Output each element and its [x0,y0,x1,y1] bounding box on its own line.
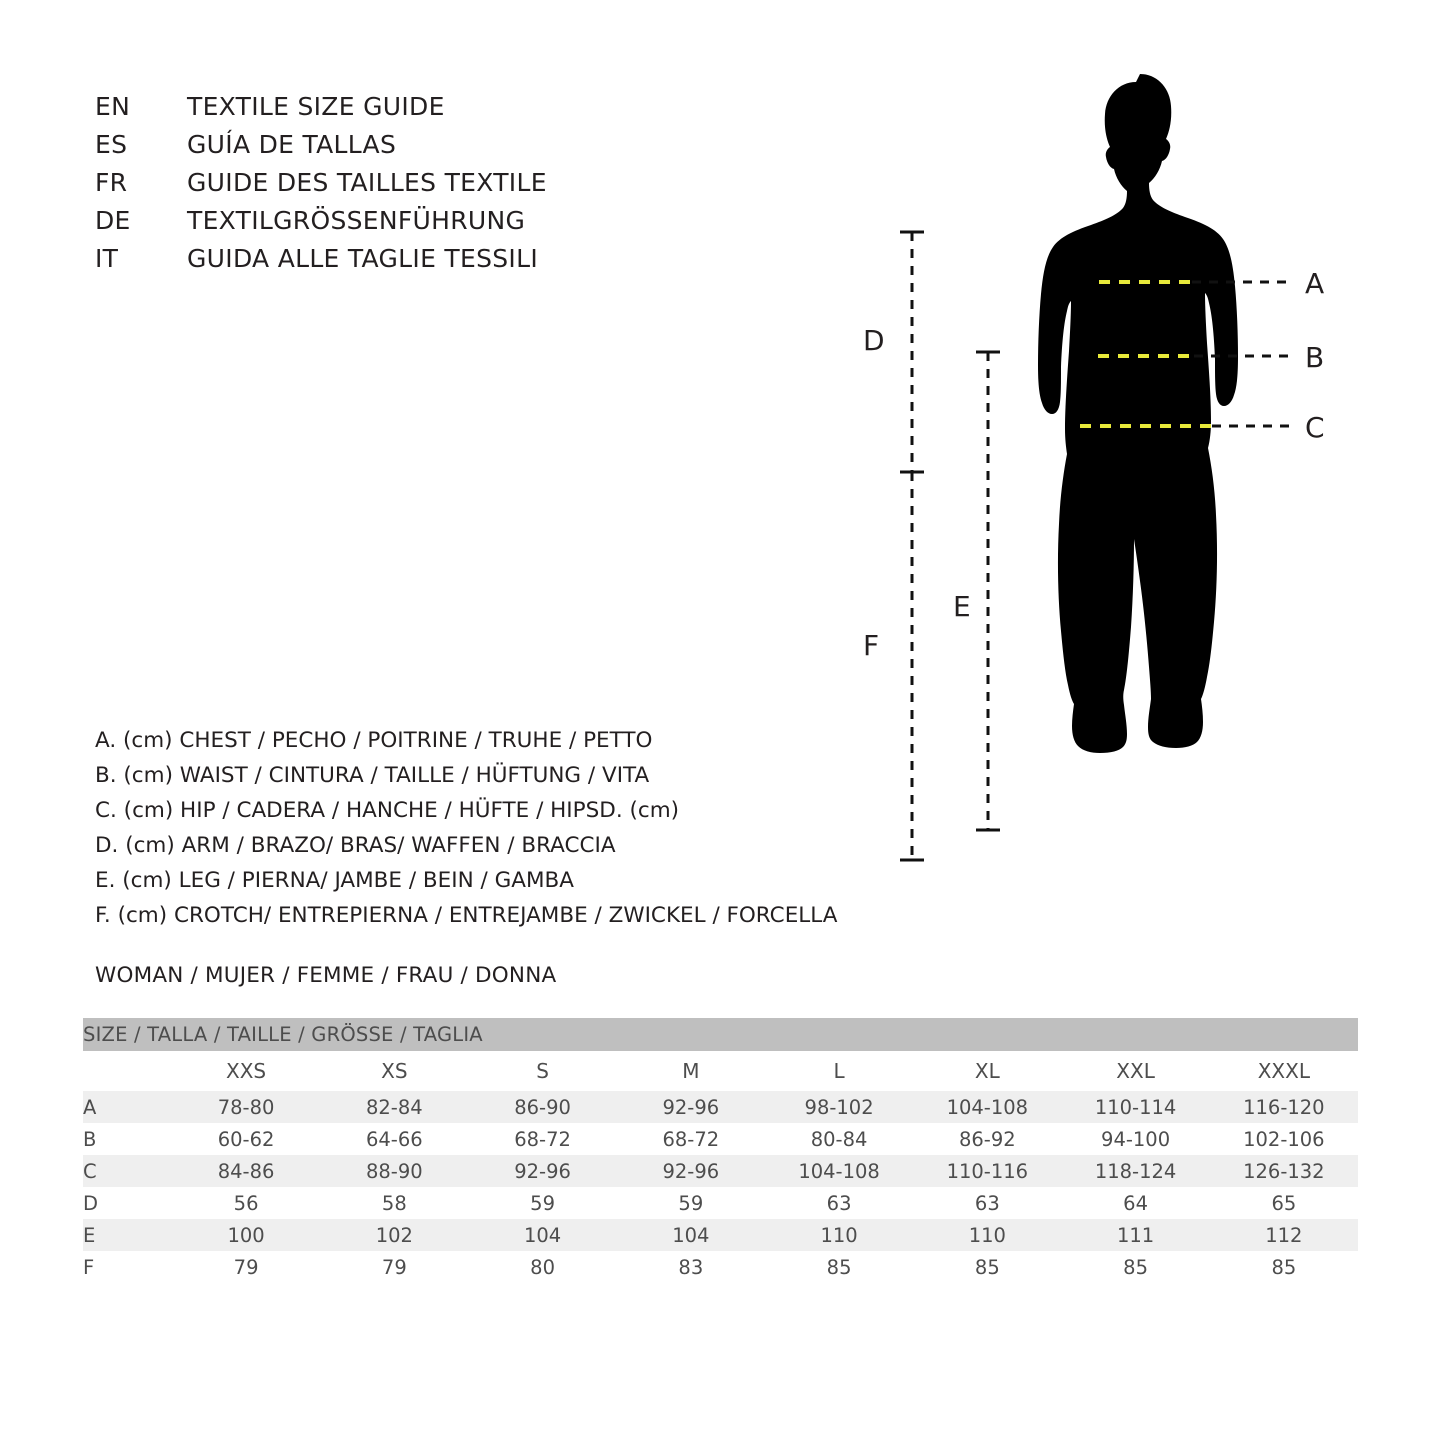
table-header-blank [83,1051,172,1091]
table-header-l: L [765,1051,913,1091]
cell-d-xl: 63 [913,1187,1061,1219]
label-crotch-F: F [863,629,880,662]
cell-b-xs: 64-66 [320,1123,468,1155]
title-lang-it: IT [95,244,119,273]
cell-a-xl: 104-108 [913,1091,1061,1123]
legend-item-waist: B. (cm) WAIST / CINTURA / TAILLE / HÜFTUNG / VITA [95,763,650,788]
cell-e-xxxl: 112 [1210,1219,1358,1251]
cell-b-s: 68-72 [468,1123,616,1155]
label-hip-C: C [1305,411,1325,444]
cell-e-m: 104 [617,1219,765,1251]
cell-f-m: 83 [617,1251,765,1283]
cell-a-l: 98-102 [765,1091,913,1123]
row-label-a: A [83,1091,172,1123]
cell-b-xl: 86-92 [913,1123,1061,1155]
cell-d-l: 63 [765,1187,913,1219]
label-arm-D: D [863,324,885,357]
title-row-it [95,244,735,282]
cell-c-xxl: 118-124 [1061,1155,1209,1187]
legend-block [95,723,925,933]
table-header-xs: XS [320,1051,468,1091]
label-leg-E: E [953,590,971,623]
legend-item-hip: C. (cm) HIP / CADERA / HANCHE / HÜFTE / HIPSD. (cm) [95,798,680,823]
table-row [83,1091,1358,1123]
table-header-m: M [617,1051,765,1091]
cell-b-l: 80-84 [765,1123,913,1155]
table-row [83,1155,1358,1187]
cell-c-s: 92-96 [468,1155,616,1187]
title-lang-es: ES [95,130,128,159]
cell-d-xxl: 64 [1061,1187,1209,1219]
cell-a-xxxl: 116-120 [1210,1091,1358,1123]
cell-f-xxl: 85 [1061,1251,1209,1283]
arm-bracket [900,232,924,472]
cell-c-xs: 88-90 [320,1155,468,1187]
title-lang-de: DE [95,206,131,235]
title-row-de [95,206,735,244]
cell-d-xs: 58 [320,1187,468,1219]
cell-a-m: 92-96 [617,1091,765,1123]
row-label-e: E [83,1219,172,1251]
title-text-en: TEXTILE SIZE GUIDE [187,92,445,121]
title-text-it: GUIDA ALLE TAGLIE TESSILI [187,244,538,273]
legend-item-leg: E. (cm) LEG / PIERNA/ JAMBE / BEIN / GAMBA [95,868,574,893]
cell-d-xxxl: 65 [1210,1187,1358,1219]
cell-c-m: 92-96 [617,1155,765,1187]
cell-e-l: 110 [765,1219,913,1251]
cell-e-s: 104 [468,1219,616,1251]
cell-c-l: 104-108 [765,1155,913,1187]
title-lang-en: EN [95,92,131,121]
cell-c-xxxl: 126-132 [1210,1155,1358,1187]
title-row-es [95,130,735,168]
title-block [95,92,735,282]
title-text-fr: GUIDE DES TAILLES TEXTILE [187,168,547,197]
cell-f-xxs: 79 [172,1251,320,1283]
cell-b-m: 68-72 [617,1123,765,1155]
row-label-f: F [83,1251,172,1283]
cell-b-xxl: 94-100 [1061,1123,1209,1155]
cell-e-xxl: 111 [1061,1219,1209,1251]
cell-d-m: 59 [617,1187,765,1219]
cell-b-xxs: 60-62 [172,1123,320,1155]
table-header-xxxl: XXXL [1210,1051,1358,1091]
table-header-xxs: XXS [172,1051,320,1091]
cell-f-xs: 79 [320,1251,468,1283]
cell-a-s: 86-90 [468,1091,616,1123]
cell-e-xl: 110 [913,1219,1061,1251]
woman-silhouette-icon [1038,74,1238,753]
size-table [83,1018,1358,1283]
cell-b-xxxl: 102-106 [1210,1123,1358,1155]
title-text-de: TEXTILGRÖSSENFÜHRUNG [187,206,526,235]
title-text-es: GUÍA DE TALLAS [187,130,397,159]
legend-item-chest: A. (cm) CHEST / PECHO / POITRINE / TRUHE / PETTO [95,728,653,753]
table-row [83,1187,1358,1219]
row-label-c: C [83,1155,172,1187]
table-caption-row [83,1018,1358,1051]
title-row-en [95,92,735,130]
cell-a-xxs: 78-80 [172,1091,320,1123]
table-caption: SIZE / TALLA / TAILLE / GRÖSSE / TAGLIA [83,1018,1358,1051]
gender-heading: WOMAN / MUJER / FEMME / FRAU / DONNA [95,963,557,988]
label-waist-B: B [1305,341,1325,374]
cell-e-xs: 102 [320,1219,468,1251]
table-header-row [83,1051,1358,1091]
leg-bracket [976,352,1000,830]
cell-f-l: 85 [765,1251,913,1283]
legend-item-crotch: F. (cm) CROTCH/ ENTREPIERNA / ENTREJAMBE / ZWICKEL / FORCELLA [95,903,838,928]
cell-d-xxs: 56 [172,1187,320,1219]
cell-f-s: 80 [468,1251,616,1283]
legend-item-arm: D. (cm) ARM / BRAZO/ BRAS/ WAFFEN / BRACCIA [95,833,616,858]
row-label-b: B [83,1123,172,1155]
cell-d-s: 59 [468,1187,616,1219]
table-row [83,1219,1358,1251]
title-lang-fr: FR [95,168,128,197]
cell-a-xs: 82-84 [320,1091,468,1123]
table-row [83,1251,1358,1283]
label-chest-A: A [1305,267,1325,300]
table-header-xl: XL [913,1051,1061,1091]
cell-f-xl: 85 [913,1251,1061,1283]
cell-e-xxs: 100 [172,1219,320,1251]
row-label-d: D [83,1187,172,1219]
cell-c-xxs: 84-86 [172,1155,320,1187]
cell-c-xl: 110-116 [913,1155,1061,1187]
table-header-s: S [468,1051,616,1091]
title-row-fr [95,168,735,206]
table-header-xxl: XXL [1061,1051,1209,1091]
cell-f-xxxl: 85 [1210,1251,1358,1283]
cell-a-xxl: 110-114 [1061,1091,1209,1123]
table-row [83,1123,1358,1155]
